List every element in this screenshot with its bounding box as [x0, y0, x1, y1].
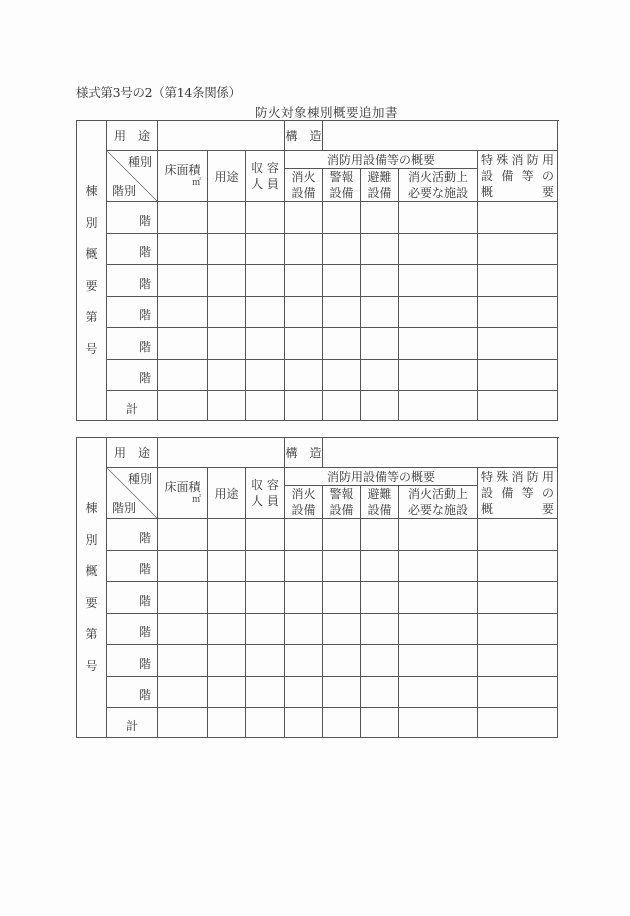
evacuation-cell[interactable]: [361, 265, 399, 297]
building-summary-table: [76, 120, 558, 421]
total-capacity-cell[interactable]: [246, 708, 285, 738]
floor-label[interactable]: 階: [107, 519, 158, 551]
floor-label[interactable]: 階: [107, 676, 158, 708]
capacity-header: 収 容 人 員: [246, 468, 285, 519]
total-extinguishing-cell[interactable]: [285, 391, 323, 421]
floor-area-cell[interactable]: [158, 202, 208, 234]
floor-use-cell[interactable]: [208, 265, 246, 297]
special-equipment-cell[interactable]: [478, 645, 558, 677]
floor-use-cell[interactable]: [208, 645, 246, 677]
use-input[interactable]: [158, 438, 285, 468]
firefighting-facilities-header: 消火活動上 必要な施設: [399, 486, 478, 519]
building-summary-sheet-1: [76, 120, 557, 421]
total-area-cell[interactable]: [158, 708, 208, 738]
alarm-cell[interactable]: [323, 296, 361, 328]
floor-use-cell[interactable]: [208, 202, 246, 234]
floor-row: [77, 359, 558, 391]
document-title: 防火対象棟別概要追加書: [255, 105, 399, 120]
floor-area-cell[interactable]: [158, 359, 208, 391]
total-firefighting-cell[interactable]: [399, 708, 478, 738]
extinguishing-cell[interactable]: [285, 265, 323, 297]
floor-label[interactable]: 階: [107, 359, 158, 391]
floor-row: [77, 519, 558, 551]
evacuation-cell[interactable]: [361, 550, 399, 582]
floor-capacity-cell[interactable]: [246, 613, 285, 645]
building-number-vertical-label: 棟 別 概 要 第 号: [77, 438, 107, 738]
total-use-cell[interactable]: [208, 708, 246, 738]
floor-row: [77, 582, 558, 614]
total-capacity-cell[interactable]: [246, 391, 285, 421]
building-summary-table: [76, 437, 558, 738]
floor-label[interactable]: 階: [107, 613, 158, 645]
special-equipment-cell[interactable]: [478, 202, 558, 234]
extinguishing-cell[interactable]: [285, 676, 323, 708]
floor-capacity-cell[interactable]: [246, 645, 285, 677]
floor-row: [77, 233, 558, 265]
total-row: [77, 708, 558, 738]
floor-area-cell[interactable]: [158, 645, 208, 677]
special-equipment-cell[interactable]: [478, 359, 558, 391]
firefighting-facilities-header: 消火活動上 必要な施設: [399, 169, 478, 202]
floor-capacity-cell[interactable]: [246, 676, 285, 708]
extinguishing-cell[interactable]: [285, 645, 323, 677]
floor-row: [77, 265, 558, 297]
special-equipment-cell[interactable]: [478, 519, 558, 551]
floor-capacity-cell[interactable]: [246, 359, 285, 391]
total-area-cell[interactable]: [158, 391, 208, 421]
structure-label: 構 造: [285, 121, 323, 151]
extinguishing-equipment-header: 消火 設備: [285, 169, 323, 202]
floor-area-cell[interactable]: [158, 519, 208, 551]
firefighting-cell[interactable]: [399, 296, 478, 328]
floor-row: [77, 676, 558, 708]
special-equipment-cell[interactable]: [478, 550, 558, 582]
firefighting-cell[interactable]: [399, 328, 478, 360]
firefighting-cell[interactable]: [399, 519, 478, 551]
use-input[interactable]: [158, 121, 285, 151]
special-equipment-cell[interactable]: [478, 265, 558, 297]
floor-capacity-cell[interactable]: [246, 519, 285, 551]
floor-row: [77, 328, 558, 360]
floor-capacity-cell[interactable]: [246, 265, 285, 297]
floor-use-cell[interactable]: [208, 613, 246, 645]
floor-label[interactable]: 階: [107, 233, 158, 265]
structure-input[interactable]: [323, 121, 558, 151]
floor-area-cell[interactable]: [158, 676, 208, 708]
floor-capacity-cell[interactable]: [246, 550, 285, 582]
floor-row: [77, 202, 558, 234]
floor-row: [77, 645, 558, 677]
floor-use-cell[interactable]: [208, 296, 246, 328]
floor-label[interactable]: 階: [107, 265, 158, 297]
alarm-cell[interactable]: [323, 265, 361, 297]
total-label: 計: [107, 391, 158, 421]
floor-label[interactable]: 階: [107, 328, 158, 360]
floor-capacity-cell[interactable]: [246, 202, 285, 234]
extinguishing-cell[interactable]: [285, 328, 323, 360]
firefighting-cell[interactable]: [399, 582, 478, 614]
floor-area-header: 床面積 ㎡: [158, 468, 208, 519]
total-alarm-cell[interactable]: [323, 708, 361, 738]
firefighting-cell[interactable]: [399, 645, 478, 677]
total-use-cell[interactable]: [208, 391, 246, 421]
floor-use-cell[interactable]: [208, 519, 246, 551]
floor-use-cell[interactable]: [208, 233, 246, 265]
use-label: 用 途: [107, 121, 158, 151]
floor-capacity-cell[interactable]: [246, 296, 285, 328]
evacuation-cell[interactable]: [361, 359, 399, 391]
floor-capacity-cell[interactable]: [246, 582, 285, 614]
alarm-cell[interactable]: [323, 676, 361, 708]
floor-use-cell[interactable]: [208, 550, 246, 582]
extinguishing-cell[interactable]: [285, 550, 323, 582]
firefighting-cell[interactable]: [399, 359, 478, 391]
floor-use-cell[interactable]: [208, 359, 246, 391]
extinguishing-cell[interactable]: [285, 202, 323, 234]
floor-area-cell[interactable]: [158, 265, 208, 297]
firefighting-cell[interactable]: [399, 233, 478, 265]
firefighting-cell[interactable]: [399, 265, 478, 297]
evacuation-cell[interactable]: [361, 645, 399, 677]
evacuation-cell[interactable]: [361, 519, 399, 551]
extinguishing-cell[interactable]: [285, 582, 323, 614]
floor-use-cell[interactable]: [208, 328, 246, 360]
floor-use-cell[interactable]: [208, 676, 246, 708]
alarm-cell[interactable]: [323, 359, 361, 391]
evacuation-cell[interactable]: [361, 202, 399, 234]
alarm-cell[interactable]: [323, 582, 361, 614]
total-special-cell[interactable]: [478, 391, 558, 421]
extinguishing-equipment-header: 消火 設備: [285, 486, 323, 519]
floor-label[interactable]: 階: [107, 550, 158, 582]
evacuation-cell[interactable]: [361, 613, 399, 645]
structure-input[interactable]: [323, 438, 558, 468]
floor-capacity-cell[interactable]: [246, 233, 285, 265]
evacuation-equipment-header: 避難 設備: [361, 169, 399, 202]
total-evacuation-cell[interactable]: [361, 391, 399, 421]
floor-label[interactable]: 階: [107, 202, 158, 234]
alarm-equipment-header: 警報 設備: [323, 169, 361, 202]
evacuation-cell[interactable]: [361, 582, 399, 614]
evacuation-cell[interactable]: [361, 233, 399, 265]
type-floor-diagonal-header: 種別 階別: [107, 151, 158, 202]
special-equipment-cell[interactable]: [478, 296, 558, 328]
evacuation-cell[interactable]: [361, 676, 399, 708]
extinguishing-cell[interactable]: [285, 296, 323, 328]
extinguishing-cell[interactable]: [285, 519, 323, 551]
type-floor-diagonal-header: 種別 階別: [107, 468, 158, 519]
special-equipment-cell[interactable]: [478, 613, 558, 645]
floor-label[interactable]: 階: [107, 645, 158, 677]
total-special-cell[interactable]: [478, 708, 558, 738]
floor-row: [77, 296, 558, 328]
special-equipment-header: 特 殊 消 防 用 設 備 等 の 概 要: [478, 151, 558, 202]
special-equipment-header: 特 殊 消 防 用 設 備 等 の 概 要: [478, 468, 558, 519]
alarm-cell[interactable]: [323, 202, 361, 234]
total-row: [77, 391, 558, 421]
building-number-vertical-label: 棟 別 概 要 第 号: [77, 121, 107, 421]
alarm-cell[interactable]: [323, 328, 361, 360]
total-alarm-cell[interactable]: [323, 391, 361, 421]
total-evacuation-cell[interactable]: [361, 708, 399, 738]
capacity-header: 収 容 人 員: [246, 151, 285, 202]
floor-area-header: 床面積 ㎡: [158, 151, 208, 202]
special-equipment-cell[interactable]: [478, 328, 558, 360]
evacuation-cell[interactable]: [361, 296, 399, 328]
structure-label: 構 造: [285, 438, 323, 468]
firefighting-cell[interactable]: [399, 613, 478, 645]
extinguishing-cell[interactable]: [285, 613, 323, 645]
floor-capacity-cell[interactable]: [246, 328, 285, 360]
floor-area-cell[interactable]: [158, 328, 208, 360]
floor-area-cell[interactable]: [158, 613, 208, 645]
building-summary-sheet-2: [76, 437, 557, 738]
floor-row: [77, 550, 558, 582]
form-number-label: 様式第3号の2（第14条関係）: [76, 85, 241, 100]
floor-area-cell[interactable]: [158, 550, 208, 582]
special-equipment-cell[interactable]: [478, 233, 558, 265]
evacuation-cell[interactable]: [361, 328, 399, 360]
floor-use-cell[interactable]: [208, 582, 246, 614]
alarm-equipment-header: 警報 設備: [323, 486, 361, 519]
total-extinguishing-cell[interactable]: [285, 708, 323, 738]
floor-row: [77, 613, 558, 645]
floor-label[interactable]: 階: [107, 582, 158, 614]
special-equipment-cell[interactable]: [478, 582, 558, 614]
extinguishing-cell[interactable]: [285, 359, 323, 391]
alarm-cell[interactable]: [323, 519, 361, 551]
special-equipment-cell[interactable]: [478, 676, 558, 708]
alarm-cell[interactable]: [323, 613, 361, 645]
total-label: 計: [107, 708, 158, 738]
floor-area-cell[interactable]: [158, 296, 208, 328]
extinguishing-cell[interactable]: [285, 233, 323, 265]
use-column-header: 用途: [208, 468, 246, 519]
floor-area-cell[interactable]: [158, 582, 208, 614]
use-column-header: 用途: [208, 151, 246, 202]
floor-label[interactable]: 階: [107, 296, 158, 328]
fire-equipment-summary-header: 消防用設備等の概要: [285, 151, 478, 169]
alarm-cell[interactable]: [323, 550, 361, 582]
total-firefighting-cell[interactable]: [399, 391, 478, 421]
alarm-cell[interactable]: [323, 645, 361, 677]
alarm-cell[interactable]: [323, 233, 361, 265]
evacuation-equipment-header: 避難 設備: [361, 486, 399, 519]
firefighting-cell[interactable]: [399, 676, 478, 708]
floor-area-cell[interactable]: [158, 233, 208, 265]
firefighting-cell[interactable]: [399, 550, 478, 582]
fire-equipment-summary-header: 消防用設備等の概要: [285, 468, 478, 486]
firefighting-cell[interactable]: [399, 202, 478, 234]
use-label: 用 途: [107, 438, 158, 468]
